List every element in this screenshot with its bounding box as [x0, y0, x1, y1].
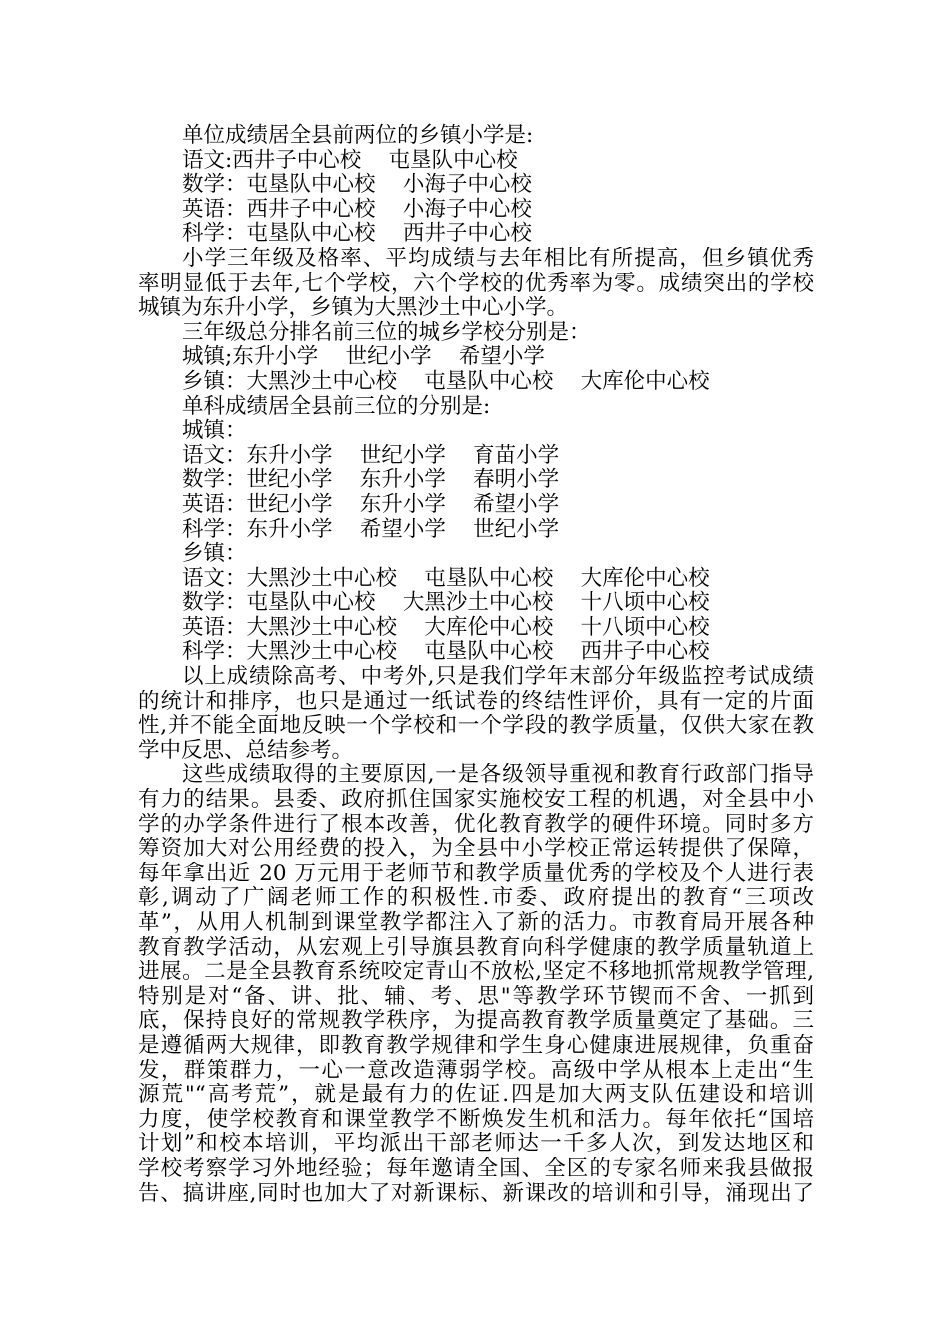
text-line: 告、搞讲座,同时也加大了对新课标、新课改的培训和引导，涌现出了	[138, 1181, 814, 1206]
text-line: 进展。二是全县教育系统咬定青山不放松,坚定不移地抓常规教学管理,	[138, 960, 814, 985]
text-line: 革”，从用人机制到课堂教学都注入了新的活力。市教育局开展各种	[138, 911, 814, 935]
text-line: 特别是对“备、讲、批、辅、考、思"等教学环节锲而不舍、一抓到	[138, 984, 814, 1009]
document-page	[138, 124, 814, 1206]
text-line: 力度，使学校教育和课堂教学不断焕发生机和活力。每年依托“国培	[138, 1107, 814, 1132]
text-line: 是遵循两大规律，即教育教学规律和学生身心健康进展规律，负重奋	[138, 1033, 814, 1058]
text-line: 单科成绩居全县前三位的分别是:	[182, 393, 491, 419]
text-line: 英语：大黑沙土中心校 大库伦中心校 十八顷中心校	[182, 614, 710, 640]
text-line: 率明显低于去年,七个学校，六个学校的优秀率为零。成绩突出的学校	[138, 271, 814, 296]
text-line: 城镇为东升小学，乡镇为大黑沙土中心小学。	[138, 295, 569, 321]
text-line: 有力的结果。县委、政府抓住国家实施校安工程的机遇，对全县中小	[138, 788, 814, 813]
text-line: 学中反思、总结参考。	[138, 737, 354, 763]
text-line: 英语：世纪小学 东升小学 希望小学	[182, 491, 560, 517]
text-line: 科学：屯垦队中心校 西井子中心校	[182, 221, 532, 247]
text-line: 性,并不能全面地反映一个学校和一个学段的教学质量，仅供大家在教	[138, 714, 814, 739]
text-line: 筹资加大对公用经费的投入，为全县中小学校正常运转提供了保障，	[138, 837, 814, 862]
text-line: 城镇：	[182, 418, 247, 444]
text-line: 乡镇：	[182, 541, 247, 567]
text-line: 乡镇：大黑沙土中心校 屯垦队中心校 大库伦中心校	[182, 368, 710, 394]
text-line: 这些成绩取得的主要原因,一是各级领导重视和教育行政部门指导	[182, 763, 814, 788]
text-line: 学的办学条件进行了根本改善，优化教育教学的硬件环境。同时多方	[138, 812, 814, 837]
text-line: 数学：世纪小学 东升小学 春明小学	[182, 467, 560, 493]
text-line: 单位成绩居全县前两位的乡镇小学是:	[182, 123, 534, 148]
text-line: 语文：大黑沙土中心校 屯垦队中心校 大库伦中心校	[182, 565, 710, 591]
text-line: 每年拿出近 20 万元用于老师节和教学质量优秀的学校及个人进行表	[138, 861, 814, 886]
text-line: 三年级总分排名前三位的城乡学校分别是：	[182, 319, 591, 345]
text-line: 语文：东升小学 世纪小学 育苗小学	[182, 442, 560, 468]
text-line: 城镇;东升小学 世纪小学 希望小学	[182, 344, 545, 370]
text-line: 数学：屯垦队中心校 大黑沙土中心校 十八顷中心校	[182, 590, 710, 616]
text-line: 学校考察学习外地经验；每年邀请全国、全区的专家名师来我县做报	[138, 1156, 814, 1181]
text-line: 小学三年级及格率、平均成绩与去年相比有所提高，但乡镇优秀	[182, 246, 814, 271]
text-line: 发，群策群力，一心一意改造薄弱学校。高级中学从根本上走出“生	[138, 1058, 814, 1083]
text-line: 底，保持良好的常规教学秩序，为提高教育教学质量奠定了基础。三	[138, 1009, 814, 1034]
text-line: 科学：东升小学 希望小学 世纪小学	[182, 516, 560, 542]
text-line: 的统计和排序，也只是通过一纸试卷的终结性评价，具有一定的片面	[138, 689, 814, 714]
text-line: 教育教学活动，从宏观上引导旗县教育向科学健康的教学质量轨道上	[138, 935, 814, 960]
text-line: 以上成绩除高考、中考外,只是我们学年末部分年级监控考试成绩	[182, 665, 814, 690]
text-line: 科学：大黑沙土中心校 屯垦队中心校 西井子中心校	[182, 639, 710, 665]
text-line: 计划”和校本培训，平均派出干部老师达一千多人次，到发达地区和	[138, 1132, 814, 1157]
text-line: 英语：西井子中心校 小海子中心校	[182, 196, 532, 222]
text-line: 彰,调动了广阔老师工作的积极性.市委、政府提出的教育“三项改	[138, 886, 814, 911]
text-line: 数学：屯垦队中心校 小海子中心校	[182, 172, 532, 198]
text-line: 语文:西井子中心校 屯垦队中心校	[182, 147, 518, 173]
text-line: 源荒"“高考荒”，就是最有力的佐证.四是加大两支队伍建设和培训	[138, 1083, 814, 1108]
